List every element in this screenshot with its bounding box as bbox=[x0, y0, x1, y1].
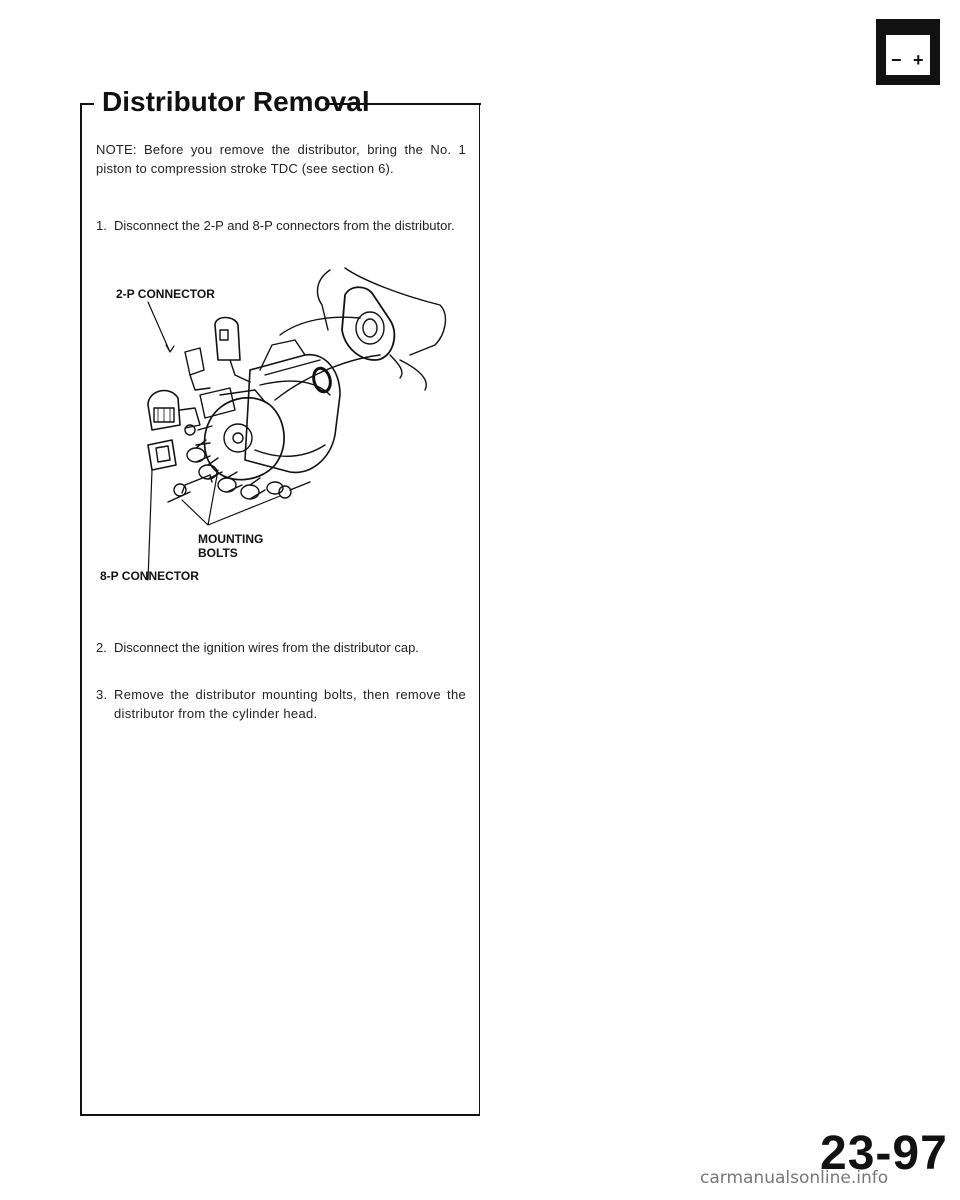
battery-body bbox=[886, 35, 930, 75]
o-ring bbox=[311, 366, 333, 393]
step-text: Remove the distributor mounting bolts, then remove the distributor from the cylinder head. bbox=[114, 687, 466, 721]
8p-connector bbox=[148, 391, 200, 470]
2p-connector bbox=[185, 318, 265, 419]
distributor-body bbox=[245, 340, 340, 472]
battery-plus-sign: + bbox=[913, 50, 924, 70]
section-frame-right bbox=[479, 103, 480, 1116]
section-frame-bottom bbox=[80, 1114, 480, 1116]
section-frame-top-left bbox=[80, 103, 94, 105]
label-2p-connector: 2-P CONNECTOR bbox=[116, 287, 215, 301]
step-text: Disconnect the ignition wires from the distributor cap. bbox=[114, 640, 419, 655]
step-text: Disconnect the 2-P and 8-P connectors from the distributor. bbox=[114, 218, 455, 233]
label-mounting-bolts-line2: BOLTS bbox=[198, 546, 238, 560]
step-2 bbox=[96, 638, 466, 657]
step-number: 2. bbox=[96, 640, 107, 655]
battery-minus-sign: − bbox=[891, 50, 902, 70]
section-frame-left bbox=[80, 103, 82, 1116]
note-text: NOTE: Before you remove the distributor, bring the No. 1 piston to compression stroke TDC (see section 6). bbox=[96, 142, 466, 176]
step-3 bbox=[96, 685, 466, 723]
distributor-diagram bbox=[100, 260, 470, 590]
ignition-wire-posts bbox=[187, 440, 283, 499]
mounting-bolts bbox=[168, 425, 310, 502]
housing-flange bbox=[342, 287, 402, 378]
watermark-text: carmanualsonline.info bbox=[700, 1168, 889, 1188]
step-1 bbox=[96, 216, 466, 235]
battery-icon bbox=[876, 19, 940, 85]
page-number: 23-97 bbox=[820, 1127, 948, 1180]
step-number: 3. bbox=[96, 687, 108, 702]
label-8p-connector: 8-P CONNECTOR bbox=[100, 569, 199, 583]
section-title: Distributor Removal bbox=[102, 86, 370, 117]
label-mounting-bolts-line1: MOUNTING bbox=[198, 532, 264, 546]
step-number: 1. bbox=[96, 218, 107, 233]
